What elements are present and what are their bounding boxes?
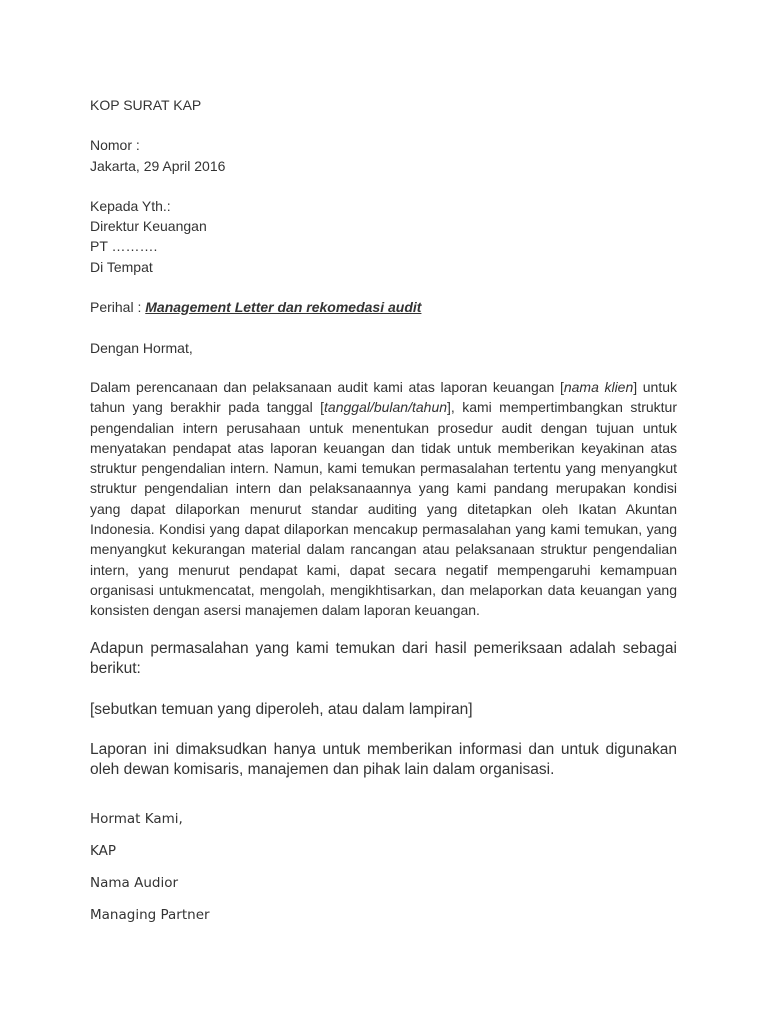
paragraph1-part3: ], kami mempertimbangkan struktur pengendalian intern perusahaan untuk menentukan prosedur audit dengan tujuan untuk menyatakan pendapat atas laporan keuangan dan tidak untuk memberikan keyakinan atas struktur pengendalian intern. Namun, kami temukan permasalahan tertentu yang menyangkut struktur pengendalian intern dan pelaksanaannya yang kami pandang merupakan kondisi yang dapat dilaporkan menurut standar auditing yang ditetapkan oleh Ikatan Akuntan Indonesia. Kondisi yang dapat dilaporkan mencakup permasalahan yang kami temukan, yang menyangkut kekurangan material dalam rancangan atau pelaksanaan struktur pengendalian intern, yang menurut pendapat kami, dapat secara negatif mempengaruhi kemampuan organisasi untukmencatat, mengolah, mengikhtisarkan, dan melaporkan data keuangan yang konsisten dengan asersi manajemen dalam laporan keuangan.	[90, 399, 677, 619]
client-placeholder: nama klien	[563, 379, 634, 395]
findings-placeholder: [sebutkan temuan yang diperoleh, atau dalam lampiran]	[90, 701, 473, 718]
body-paragraph-2: Adapun permasalahan yang kami temukan dari hasil pemeriksaan adalah sebagai berikut:	[90, 640, 677, 677]
recipient-title: Direktur Keuangan	[90, 218, 207, 234]
paragraph1-part1: Dalam perencanaan dan pelaksanaan audit kami atas laporan keuangan [	[90, 379, 564, 395]
salutation: Dengan Hormat,	[90, 340, 193, 356]
paragraph1-part2: ] untuk tahun yang berakhir pada tanggal [	[90, 379, 678, 416]
signer-name: Nama Audior	[90, 875, 179, 891]
subject-text: Management Letter dan rekomedasi audit	[145, 299, 422, 315]
signer-position: Managing Partner	[90, 907, 210, 923]
place-date: Jakarta, 29 April 2016	[90, 158, 226, 174]
recipient-place: Di Tempat	[90, 259, 153, 275]
recipient-company: PT ……….	[90, 238, 158, 254]
letter-number: Nomor :	[90, 137, 140, 153]
closing-regards: Hormat Kami,	[90, 811, 183, 827]
body-paragraph-1	[90, 377, 677, 621]
body-paragraph-3: Laporan ini dimaksudkan hanya untuk memberikan informasi dan untuk digunakan oleh dewan komisaris, manajemen dan pihak lain dalam organisasi.	[90, 741, 677, 778]
letterhead: KOP SURAT KAP	[90, 97, 202, 113]
subject-label: Perihal :	[90, 299, 146, 315]
closing-firm: KAP	[90, 843, 116, 859]
date-placeholder: tanggal/bulan/tahun	[324, 399, 448, 416]
subject-line	[90, 297, 421, 317]
recipient-to: Kepada Yth.:	[90, 198, 171, 214]
